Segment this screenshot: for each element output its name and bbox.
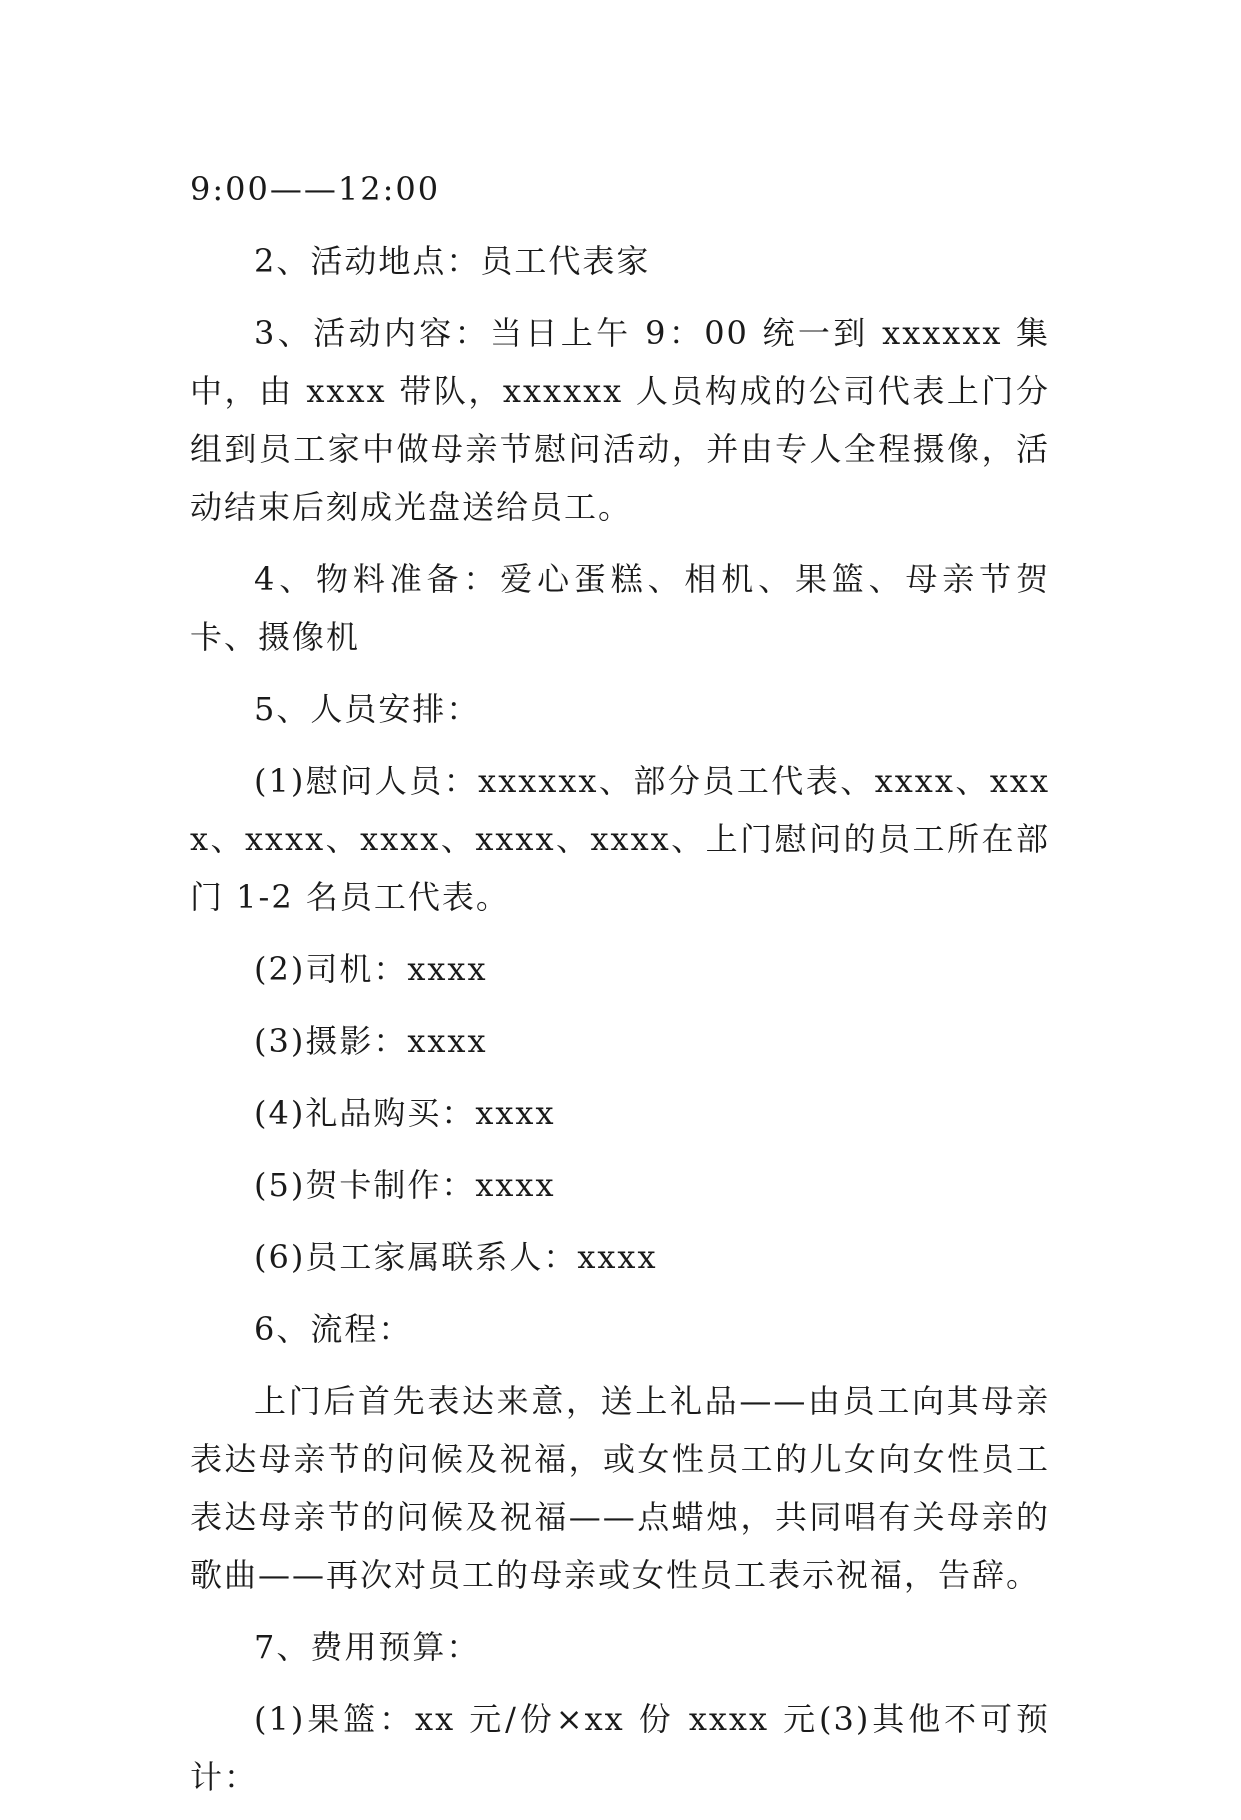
activity-location-paragraph: 2、活动地点：员工代表家	[254, 242, 651, 280]
staffing-item-gift-purchase: (4)礼品购买：xxxx	[254, 1094, 556, 1132]
staffing-heading: 5、人员安排：	[254, 690, 481, 728]
process-paragraph: 上门后首先表达来意，送上礼品——由员工向其母亲表达母亲节的问候及祝福，或女性员工的儿女向女性员工表达母亲节的问候及祝福——点蜡烛，共同唱有关母亲的歌曲——再次对员工的母亲或女性员工表示祝福，告辞。	[190, 1382, 1050, 1594]
document-body	[190, 160, 1050, 1820]
staffing-item-photography: (3)摄影：xxxx	[254, 1022, 488, 1060]
staffing-item-visitors: (1)慰问人员：xxxxxx、部分员工代表、xxxx、xxxx、xxxx、xxxx、xxxx、xxxx、上门慰问的员工所在部门 1-2 名员工代表。	[190, 762, 1050, 916]
materials-paragraph: 4、物料准备：爱心蛋糕、相机、果篮、母亲节贺卡、摄像机	[190, 560, 1050, 656]
time-range-line: 9:00——12:00	[190, 170, 441, 208]
staffing-item-card-making: (5)贺卡制作：xxxx	[254, 1166, 556, 1204]
activity-content-paragraph: 3、活动内容：当日上午 9：00 统一到 xxxxxx 集中，由 xxxx 带队，xxxxxx 人员构成的公司代表上门分组到员工家中做母亲节慰问活动，并由专人全程摄像，活动结束后刻成光盘送给员工。	[190, 314, 1050, 526]
budget-item-fruit-basket: (1)果篮：xx 元/份×xx 份 xxxx 元(3)其他不可预计：	[190, 1700, 1050, 1796]
staffing-item-driver: (2)司机：xxxx	[254, 950, 488, 988]
process-heading: 6、流程：	[254, 1310, 413, 1348]
staffing-item-family-contact: (6)员工家属联系人：xxxx	[254, 1238, 658, 1276]
budget-heading: 7、费用预算：	[254, 1628, 481, 1666]
